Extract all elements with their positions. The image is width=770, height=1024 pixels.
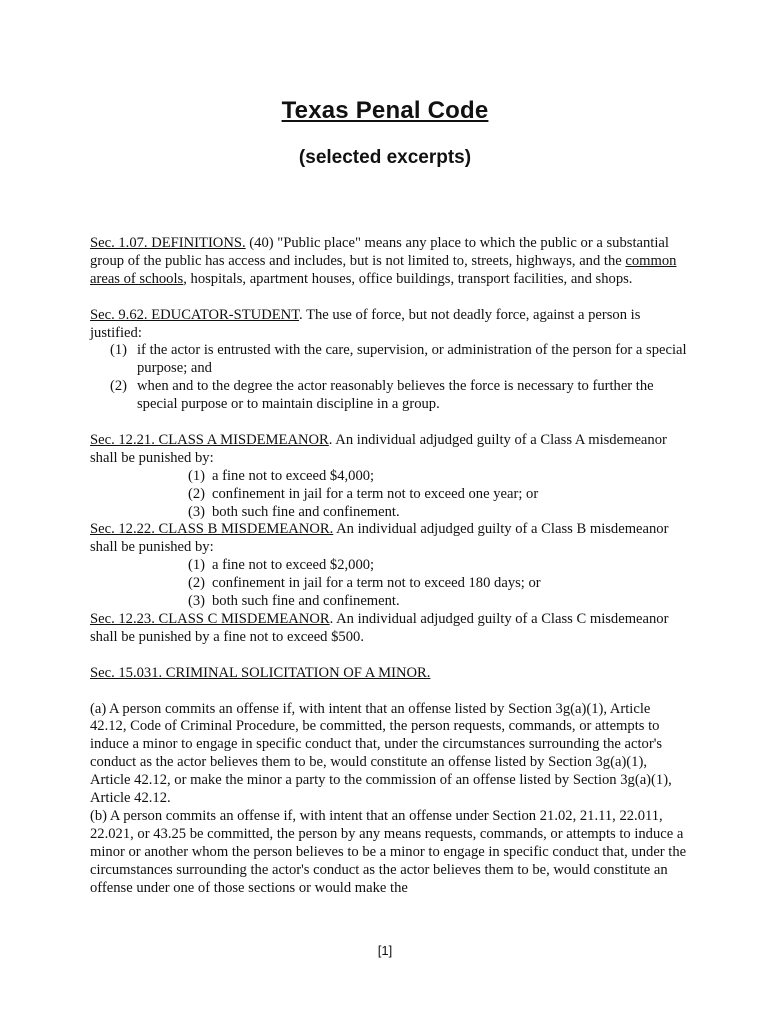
list-text: a fine not to exceed $2,000; bbox=[212, 557, 375, 574]
list-item bbox=[90, 557, 690, 575]
page-subtitle: (selected excerpts) bbox=[298, 147, 472, 168]
list-item bbox=[90, 378, 690, 414]
section-text: . An individual adjudged guilty of a Class A misdemeanor shall be punished by: bbox=[90, 431, 667, 466]
section-text: (40) "Public place" means any place to which the public or a substantial group of the public has access and includes, but is not limited to, streets, highways, and the bbox=[90, 235, 669, 269]
section-text: . The use of force, but not deadly force, against a person is justified: bbox=[90, 306, 641, 341]
section-paragraph-b: (b) A person commits an offense if, with intent that an offense under Section 21.02, 21.11, 22.011, 22.021, or 43.25 be committed, the person by any means requests, commands, or attempts to induce a minor or another whom the person believes to be a minor to engage in specific conduct that, under the circumstances surrounding the actor's conduct as the actor believes them to be, would constitute an offense under one of those sections or would make the bbox=[90, 807, 687, 896]
list-item bbox=[90, 486, 690, 504]
list-text: a fine not to exceed $4,000; bbox=[212, 467, 375, 484]
document-body bbox=[90, 235, 690, 897]
section-12-22 bbox=[90, 521, 690, 611]
section-paragraph-a: (a) A person commits an offense if, with intent that an offense listed by Section 3g(a)(1), Article 42.12, Code of Criminal Procedure, be committed, the person requests, commands, or attempts to induce a minor to engage in specific conduct that, under the circumstances surrounding the actor's conduct as the actor believes them to be, would constitute an offense listed by Section 3g(a)(1), Article 42.12, or make the minor a party to the commission of an offense listed by Section 3g(a)(1), Article 42.12. bbox=[90, 700, 672, 807]
list-number: (2) bbox=[110, 378, 128, 395]
page-number: [1] bbox=[377, 943, 393, 958]
section-text: , hospitals, apartment houses, office buildings, transport facilities, and shops. bbox=[183, 270, 633, 287]
list-item bbox=[90, 468, 690, 486]
page-title: Texas Penal Code bbox=[281, 97, 489, 124]
section-heading: Sec. 12.21. CLASS A MISDEMEANOR bbox=[90, 431, 329, 448]
list-number: (1) bbox=[188, 467, 206, 484]
list-text: confinement in jail for a term not to exceed one year; or bbox=[212, 485, 539, 502]
list-number: (3) bbox=[188, 503, 206, 520]
list-number: (2) bbox=[188, 575, 206, 592]
list-text: if the actor is entrusted with the care, supervision, or administration of the person for a special purpose; and bbox=[137, 342, 687, 377]
list-text: confinement in jail for a term not to exceed 180 days; or bbox=[212, 575, 541, 592]
list-number: (1) bbox=[110, 342, 128, 359]
list-text: when and to the degree the actor reasonably believes the force is necessary to further the special purpose or to maintain discipline in a group. bbox=[137, 378, 654, 413]
section-text: An individual adjudged guilty of a Class B misdemeanor shall be punished by: bbox=[90, 521, 669, 556]
section-text: . An individual adjudged guilty of a Class C misdemeanor shall be punished by a fine not to exceed $500. bbox=[90, 611, 669, 645]
section-heading: Sec. 1.07. DEFINITIONS. bbox=[90, 235, 246, 251]
section-heading: Sec. 12.22. CLASS B MISDEMEANOR. bbox=[90, 521, 334, 538]
list-item bbox=[90, 342, 690, 378]
section-heading: Sec. 15.031. CRIMINAL SOLICITATION OF A MINOR. bbox=[90, 664, 431, 681]
section-heading: Sec. 9.62. EDUCATOR-STUDENT bbox=[90, 306, 300, 323]
section-1-07 bbox=[90, 235, 690, 289]
list-text: both such fine and confinement. bbox=[212, 503, 400, 520]
section-12-21 bbox=[90, 432, 690, 522]
section-heading: Sec. 12.23. CLASS C MISDEMEANOR bbox=[90, 611, 330, 627]
section-underlined-text: common areas of schools bbox=[90, 252, 677, 287]
section-15-031 bbox=[90, 665, 690, 898]
list-number: (1) bbox=[188, 557, 206, 574]
list-number: (3) bbox=[188, 593, 206, 610]
section-9-62 bbox=[90, 307, 690, 414]
section-12-23 bbox=[90, 611, 690, 647]
list-item bbox=[90, 504, 690, 522]
list-item bbox=[90, 575, 690, 593]
list-item bbox=[90, 593, 690, 611]
list-number: (2) bbox=[188, 485, 206, 502]
list-text: both such fine and confinement. bbox=[212, 593, 400, 610]
